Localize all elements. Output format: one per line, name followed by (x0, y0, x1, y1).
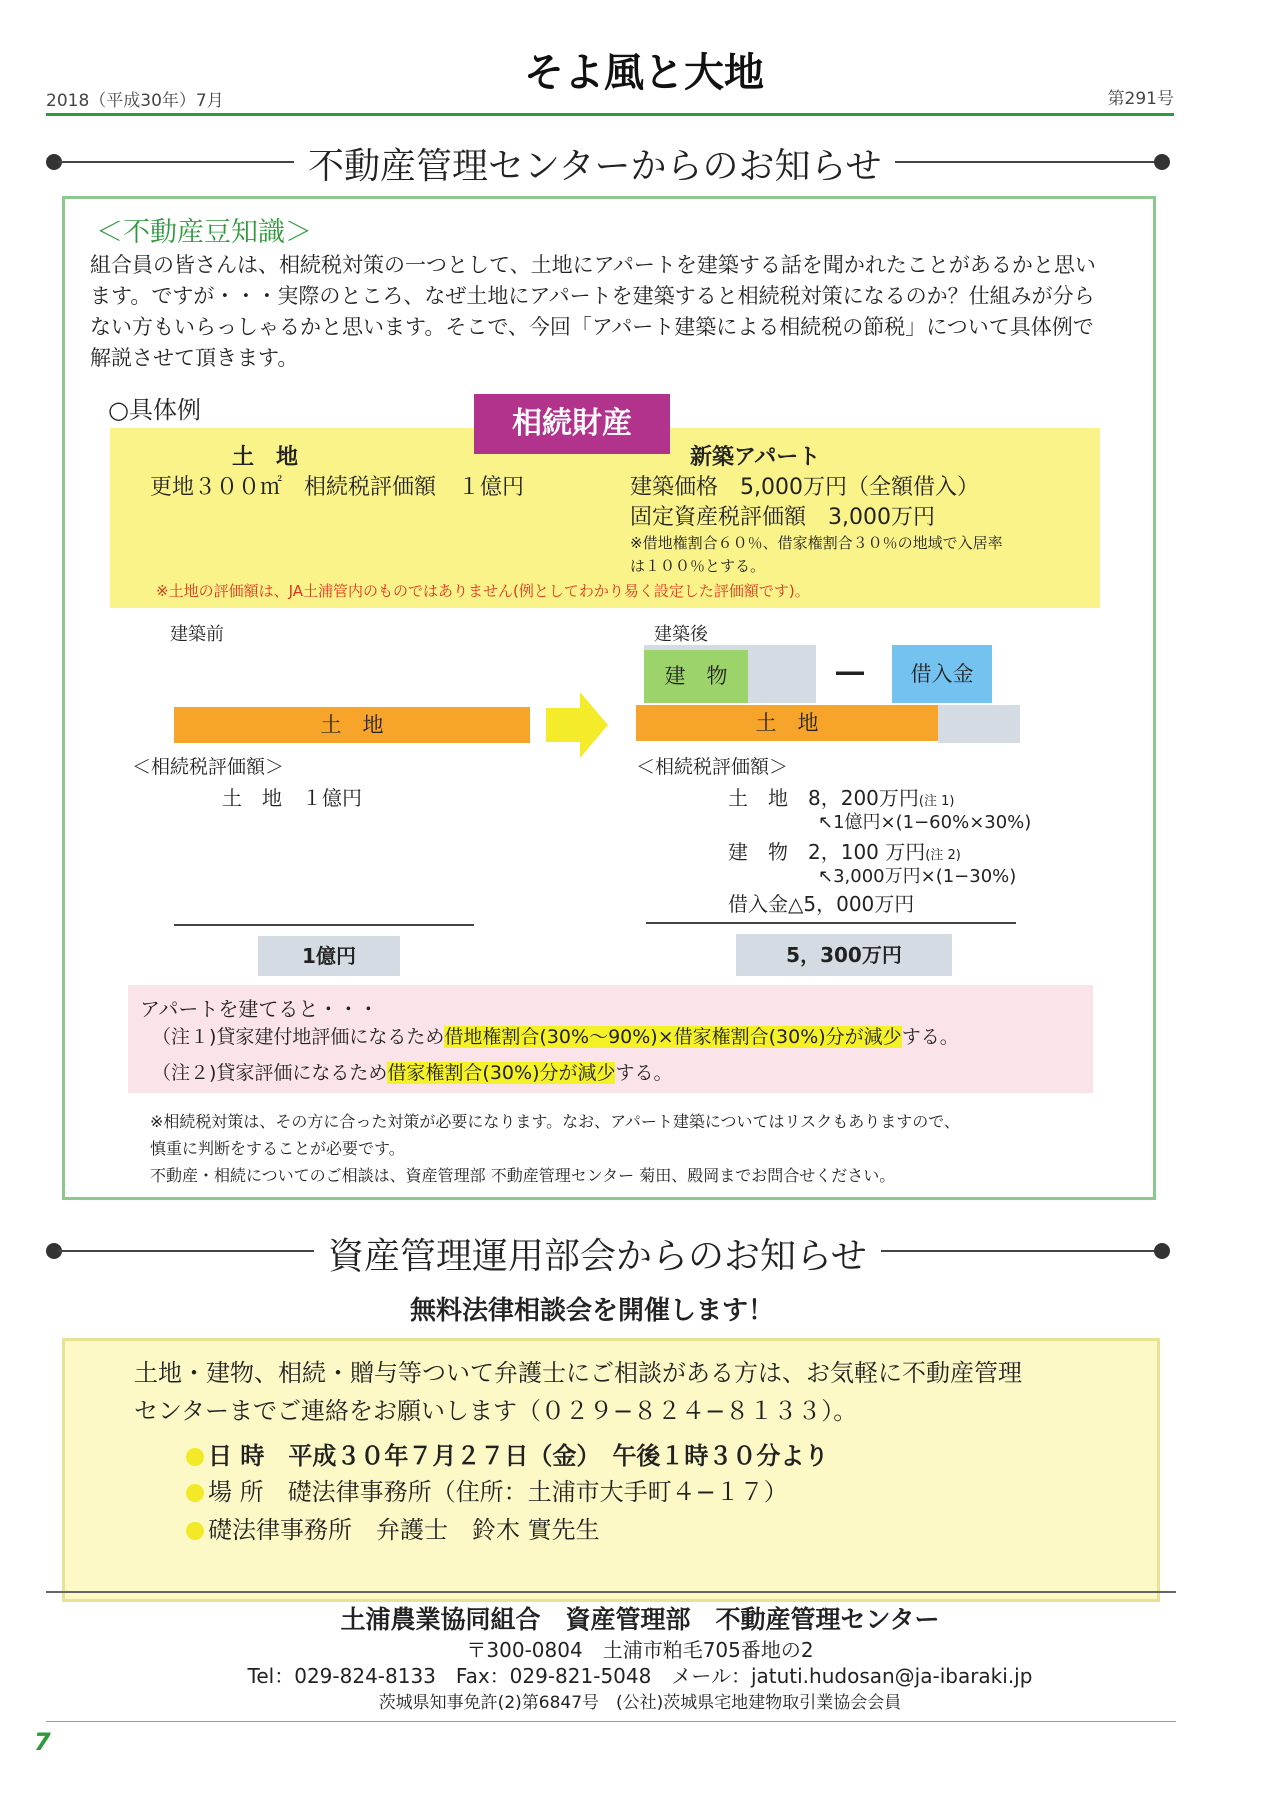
after-building-bar: 建 物 (644, 650, 748, 703)
bullet-icon (186, 1522, 204, 1540)
section1-subtitle: ＜不動産豆知識＞ (96, 217, 312, 248)
logo-text: そよ風と大地 (524, 49, 764, 96)
after-building-formula: ↖3,000万円×(1−30%) (818, 866, 1017, 887)
after-loan-bar: 借入金 (892, 645, 992, 703)
apartment-heading: 新築アパート (690, 445, 821, 470)
before-land-bar: 土 地 (174, 707, 530, 743)
before-eval-line: 土 地 １億円 (222, 786, 362, 810)
newsletter-logo (520, 40, 764, 102)
after-total: 5，300万円 (736, 934, 952, 976)
consultation-notes: ※相続税対策は、その方に合った対策が必要になります。なお、アパート建築についてはリスクもありますので、 慎重に判断をすることが必要です。 不動産・相続についてのご相談は、資産管理部 不動産管理センター 菊田、殿岡までお問合せください。 (150, 1112, 960, 1185)
section2-subtitle: 無料法律相談会を開催します！ (410, 1296, 775, 1326)
apartment-note-2: は１００％とする。 (630, 557, 766, 575)
intro-text: 組合員の皆さんは、相続税対策の一つとして、土地にアパートを建築する話を聞かれたことがあるかと思い ます。ですが・・・実際のところ、なぜ土地にアパートを建築すると相続税対策になるのか？仕組みが分ら ない方もいらっしゃるかと思います。そこで、今回「アパート建築による相続税の節税」について具体例で 解説させて頂きます。 (90, 253, 1096, 370)
after-land-formula: ↖1億円×(1−60%×30%) (818, 812, 1032, 833)
land-heading: 土 地 (232, 445, 299, 470)
consultation-body: 土地・建物、相続・贈与等ついて弁護士にご相談がある方は、お気軽に不動産管理 センターまでご連絡をお願いします（０２９−８２４−８１３３）。 (134, 1359, 1022, 1425)
header-rule (46, 113, 1174, 116)
example-label: ○具体例 (108, 396, 201, 424)
consultation-place: 場 所 礎法律事務所（住所：土浦市大手町４−１７） (186, 1472, 788, 1507)
footer-org: 土浦農業協同組合 資産管理部 不動産管理センター (340, 1605, 940, 1634)
after-eval-label: ＜相続税評価額＞ (636, 756, 789, 778)
footer-rule (46, 1591, 1176, 1593)
before-label: 建築前 (170, 624, 224, 645)
after-land-bar: 土 地 (636, 705, 938, 741)
footer-contact: Tel：029-824-8133 Fax：029-821-5048 メール：jatuti.hudosan@ja-ibaraki.jp (247, 1664, 1033, 1688)
footer-rule-bottom (46, 1721, 1176, 1722)
page-number: 7 (34, 1728, 51, 1756)
arrow-right-icon (546, 692, 608, 758)
issue-number: 第291号 (1107, 89, 1174, 109)
after-loan-value: 借入金△5，000万円 (728, 892, 915, 916)
consultation-datetime: 日 時 平成３０年７月２７日（金） 午後１時３０分より (186, 1436, 828, 1471)
land-line: 更地３００㎡ 相続税評価額 １億円 (150, 475, 525, 500)
after-land-reduction (938, 705, 1020, 743)
after-land-value: 土 地 8，200万円(注 1) (728, 786, 955, 810)
after-building-value: 建 物 2，100 万円(注 2) (728, 840, 961, 864)
before-total-rule (174, 924, 474, 926)
footer-address: 〒300-0804 土浦市粕毛705番地の2 (466, 1638, 814, 1662)
land-note: ※土地の評価額は、JA土浦管内のものではありません(例としてわかり易く設定した評価額です)。 (156, 582, 810, 600)
consultation-lawyer: 礎法律事務所 弁護士 鈴木 實先生 (186, 1510, 600, 1545)
apartment-price: 建築価格 5,000万円（全額借入） (630, 475, 979, 500)
section1-title: 不動産管理センターからのお知らせ (294, 138, 895, 189)
bullet-icon (186, 1484, 204, 1502)
effect-note-2: （注２)貸家評価になるため借家権割合(30%)分が減少する。 (152, 1062, 673, 1084)
apartment-assessed-value: 固定資産税評価額 3,000万円 (630, 505, 935, 530)
after-total-rule (646, 922, 1016, 924)
before-eval-label: ＜相続税評価額＞ (132, 756, 285, 778)
title2-dot-right (1154, 1243, 1170, 1259)
estate-tag: 相続財産 (474, 394, 670, 454)
effect-lead: アパートを建てると・・・ (140, 997, 379, 1021)
footer-license: 茨城県知事免許(2)第6847号 (公社)茨城県宅地建物取引業協会会員 (378, 1693, 902, 1713)
section2-title: 資産管理運用部会からのお知らせ (314, 1228, 881, 1279)
bullet-icon (186, 1448, 204, 1466)
effect-note-1: （注１)貸家建付地評価になるため借地権割合(30%〜90%)×借家権割合(30%)分が減少する。 (152, 1026, 959, 1048)
apartment-note-1: ※借地権割合６０％、借家権割合３０％の地域で入居率 (630, 534, 1003, 552)
before-total: 1億円 (258, 936, 400, 976)
issue-date: 2018（平成30年）7月 (46, 91, 224, 111)
after-label: 建築後 (654, 624, 708, 645)
minus-sign: ― (836, 655, 864, 688)
title-dot-right (1154, 154, 1170, 170)
